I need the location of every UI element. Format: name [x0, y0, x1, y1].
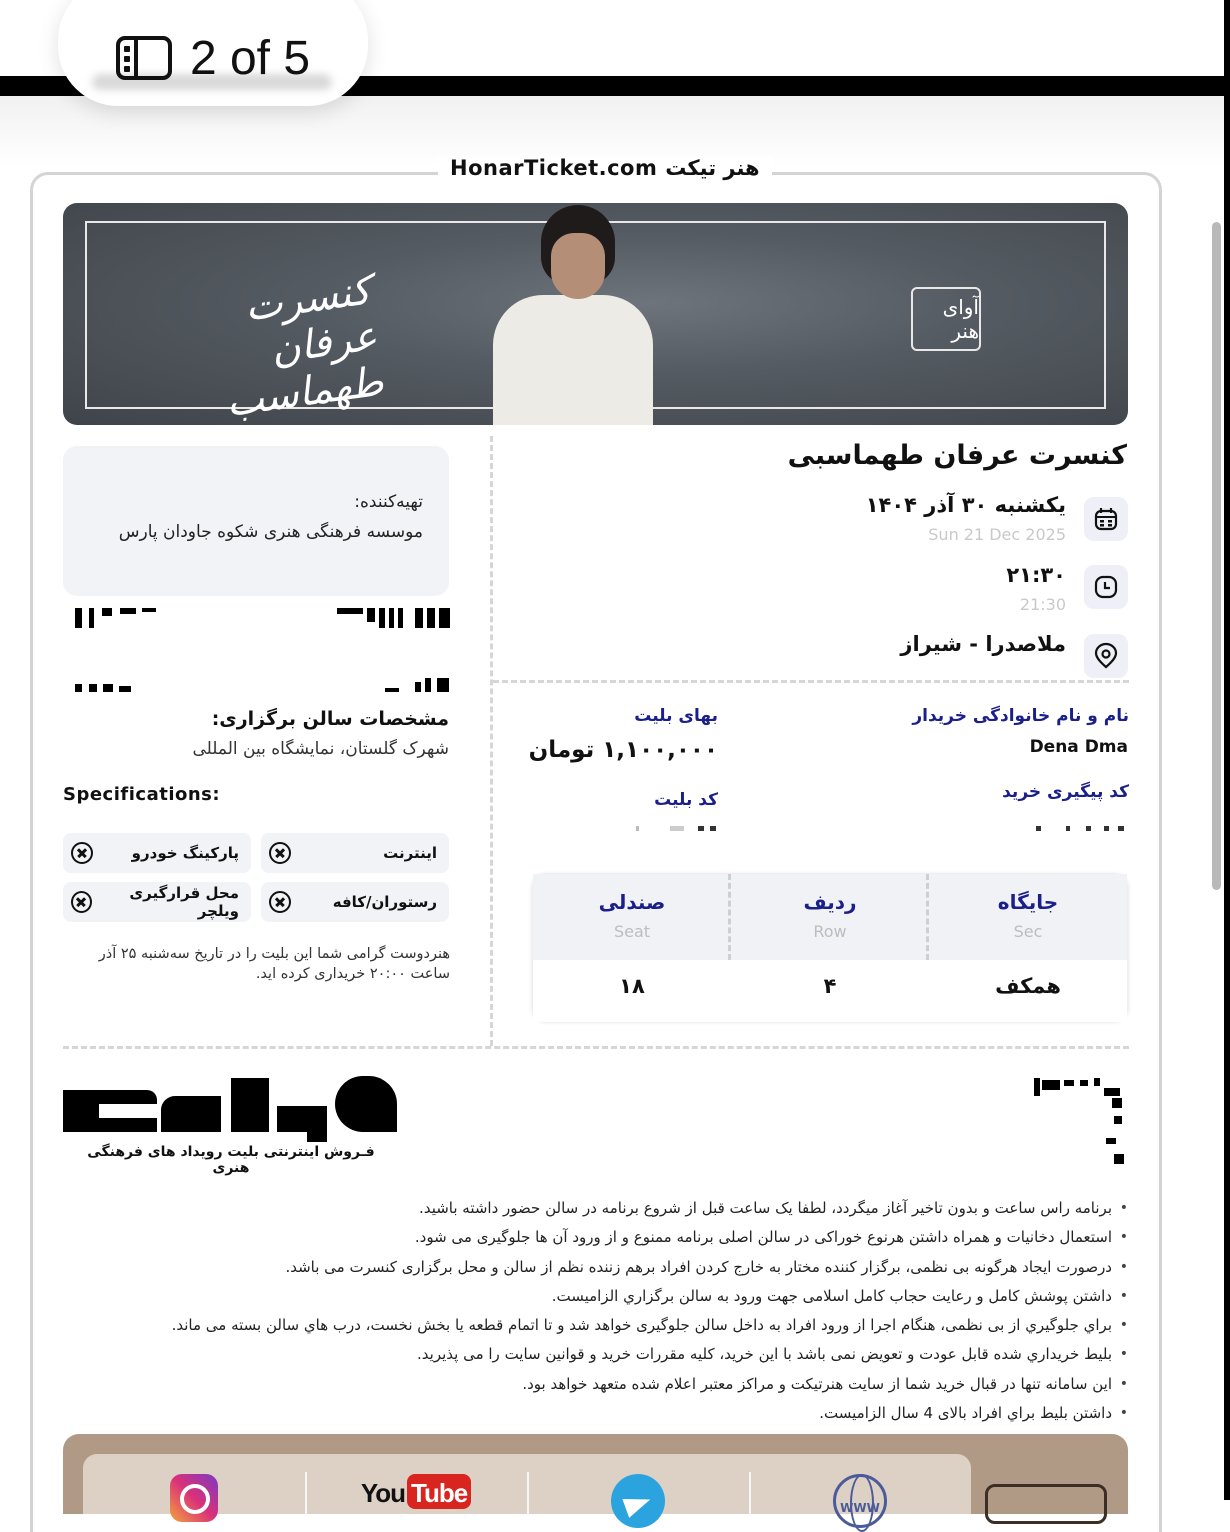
- rule-item: • استعمال دخانیات و همراه داشتن هرنوع خوراکی در سالن اصلی برنامه ممنوع و از ورود آن ها جلوگیری می شود.: [88, 1223, 1128, 1252]
- barcode-bottom: [75, 678, 450, 692]
- spec-label: اینترنت: [383, 844, 437, 862]
- social-links: [83, 1454, 971, 1514]
- seat-col-row: [731, 874, 929, 960]
- seating-table: [532, 873, 1128, 1021]
- vertical-perforation: [490, 436, 493, 1046]
- qr-code-fragment: [1032, 1074, 1128, 1166]
- event-banner: [63, 203, 1128, 425]
- seat-label-fa: صندلی: [598, 890, 666, 914]
- youtube-text-you: You: [360, 1478, 405, 1508]
- spec-chip-wheelchair: [63, 882, 251, 922]
- spec-chip-restaurant: [261, 882, 449, 922]
- section-label-en: Sec: [1013, 922, 1043, 941]
- honarticket-logo: [63, 1076, 397, 1142]
- globe-www-icon: WWW: [833, 1474, 887, 1528]
- event-time-en: 21:30: [1019, 595, 1066, 614]
- x-circle-icon: [269, 891, 291, 913]
- event-time-fa: ۲۱:۳۰: [1006, 563, 1066, 587]
- viewer-right-edge: [1224, 0, 1230, 1500]
- event-date-fa: یکشنبه ۳۰ آذر ۱۴۰۴: [865, 493, 1066, 517]
- rule-item: • براي جلوگیري از بی نظمی، هنگام اجرا از ورود افراد به داخل سالن جلوگیری خواهد شد و تا اتمام قطعه یا بخش نخست، درب هاي سالن بسته می ماند.: [88, 1311, 1128, 1340]
- row-value: ۴: [823, 974, 837, 998]
- page-indicator-label: 2 of 5: [189, 31, 311, 85]
- location-pin-icon: [1084, 634, 1128, 678]
- social-footer: [63, 1434, 1128, 1514]
- event-date-row: [866, 493, 1128, 544]
- scrollbar-thumb[interactable]: [1212, 222, 1221, 890]
- page-indicator-button[interactable]: [58, 0, 368, 106]
- ticket-rules-list: [88, 1194, 1128, 1428]
- clock-icon: [1084, 565, 1128, 609]
- seating-header: [533, 874, 1127, 960]
- ticket-site-title: HonarTicket.com هنر تیکت: [438, 156, 772, 180]
- youtube-icon: [361, 1474, 471, 1514]
- venue-title: مشخصات سالن برگزاری:: [211, 708, 449, 730]
- social-link-website[interactable]: [749, 1454, 971, 1514]
- x-circle-icon: [269, 842, 291, 864]
- spec-chip-parking: [63, 833, 251, 873]
- rule-item: • درصورت ایجاد هرگونه بی نظمی، برگزار کننده مختار به خارج کردن افراد برهم زننده نظم از سالن و محل برگزاری کنسرت می باشد.: [88, 1253, 1128, 1282]
- banner-calligraphy: کنسرت عرفان طهماسب: [223, 267, 387, 427]
- social-link-youtube[interactable]: [305, 1454, 527, 1514]
- event-time-row: [1006, 563, 1128, 614]
- spec-label: پارکینگ خودرو: [131, 844, 239, 862]
- sidebar-icon: [116, 36, 172, 80]
- venue-address: شهرک گلستان، نمایشگاه بین المللی: [192, 739, 449, 759]
- seat-col-section: [929, 874, 1127, 960]
- ticket-code-label: کد بلیت: [654, 790, 718, 810]
- seat-col-seat: [533, 874, 731, 960]
- spec-label: رستوران/کافه: [332, 893, 437, 911]
- spec-chip-internet: [261, 833, 449, 873]
- spec-label: محل قرارگیری ویلچر: [129, 884, 239, 920]
- event-location-row: [900, 632, 1128, 678]
- barcode-top: [75, 608, 450, 628]
- rule-item: • بلیط خریداري شده قابل عودت و تعویض نمی باشد با این خرید، کلیه مقررات خرید و قوانین سایت را می پذیرید.: [88, 1340, 1128, 1369]
- rule-item: • داشتن بلیط براي افراد بالای 4 سال الزامیست.: [88, 1399, 1128, 1428]
- organizer-label: تهیه‌کننده:: [354, 492, 423, 512]
- brand-tagline: فـروش اینترنتی بلیت رویداد های فرهنگی هنری: [87, 1144, 375, 1176]
- event-date-en: Sun 21 Dec 2025: [928, 525, 1066, 544]
- social-link-telegram[interactable]: [527, 1454, 749, 1514]
- section-label-fa: جایگاه: [997, 890, 1059, 914]
- rule-item: • این سامانه تنها در قبال خرید شما از سایت هنرتیکت و مراکز معتبر اعلام شده متعهد خواهد بود.: [88, 1370, 1128, 1399]
- organizer-box: [63, 446, 449, 596]
- instagram-icon: [170, 1474, 218, 1522]
- row-label-fa: ردیف: [803, 890, 857, 914]
- social-side-button[interactable]: [985, 1484, 1107, 1524]
- rule-item: • برنامه راس ساعت و بدون تاخیر آغاز میگردد، لطفا یک ساعت قبل از شروع برنامه در سالن حضور داشته باشید.: [88, 1194, 1128, 1223]
- seat-value: ۱۸: [619, 974, 645, 998]
- horizontal-perforation-right: [493, 680, 1129, 683]
- youtube-text-tube: Tube: [407, 1474, 471, 1509]
- event-location: ملاصدرا - شیراز: [900, 632, 1066, 656]
- x-circle-icon: [71, 891, 92, 913]
- buyer-name-value: Dena Dma: [1029, 737, 1128, 757]
- tracking-code-masked: [1036, 826, 1126, 832]
- ticket-code-masked: [636, 826, 718, 832]
- artist-photo: [483, 203, 653, 425]
- specifications-title: Specifications:: [63, 784, 221, 805]
- seating-values: [533, 960, 1127, 1022]
- tracking-code-label: کد پیگیری خرید: [1002, 782, 1129, 802]
- rule-item: • داشتن پوشش کامل و رعایت حجاب کامل اسلامی جهت ورود به سالن برگزاري الزامیست.: [88, 1282, 1128, 1311]
- horizontal-perforation-full: [63, 1046, 1129, 1049]
- ticket-price-label: بهای بلیت: [634, 706, 718, 726]
- purchase-note: هنردوست گرامی شما این بلیت را در تاریخ سه‌شنبه ۲۵ آذر ساعت ۲۰:۰۰ خریداری کرده اید.: [98, 946, 450, 982]
- event-title: کنسرت عرفان طهماسبی: [787, 440, 1127, 471]
- organizer-logo: آوای هنر: [911, 287, 981, 351]
- buyer-name-label: نام و نام خانوادگی خریدار: [912, 706, 1129, 726]
- section-value: همکف: [995, 974, 1061, 998]
- seat-label-en: Seat: [613, 922, 651, 941]
- telegram-icon: [611, 1474, 665, 1528]
- social-link-instagram[interactable]: [83, 1454, 305, 1514]
- ticket-price-value: ۱,۱۰۰,۰۰۰ تومان: [528, 737, 718, 763]
- calendar-icon: [1084, 497, 1128, 541]
- row-label-en: Row: [813, 922, 847, 941]
- x-circle-icon: [71, 842, 93, 864]
- organizer-name: موسسه فرهنگی هنری شکوه جاودان پارس: [118, 522, 423, 542]
